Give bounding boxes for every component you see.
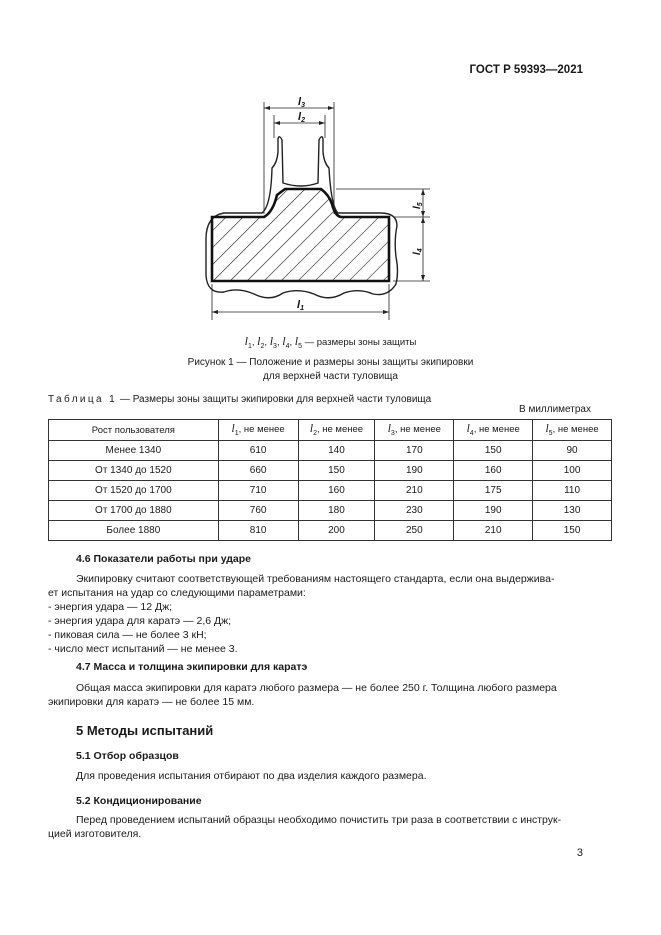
label-l5: $l_5$: [412, 202, 424, 209]
section-4-6-heading: 4.6 Показатели работы при ударе: [76, 553, 252, 565]
section-4-7-heading: 4.7 Масса и толщина экипировки для каратэ: [76, 661, 308, 673]
section-5-1-text: Для проведения испытания отбирают по два изделия каждого размера.: [76, 770, 427, 782]
label-l1: l1: [297, 299, 304, 312]
table-row: От 1700 до 1880 760 180 230 190 130: [49, 501, 612, 521]
header-height: Рост пользователя: [49, 420, 219, 441]
label-l4: $l_4$: [412, 248, 424, 255]
table-title: [48, 394, 431, 405]
section-4-7-line1: Общая масса экипировки для каратэ любого размера — не более 250 г. Толщина любого размера: [76, 682, 557, 694]
standard-number: ГОСТ Р 59393—2021: [469, 64, 583, 76]
page-number: 3: [576, 847, 583, 859]
table-title-label: Таблица 1: [48, 394, 118, 405]
protection-zone-figure: [198, 92, 438, 324]
section-5-2-heading: 5.2 Кондиционирование: [76, 795, 202, 807]
section-5-1-heading: 5.1 Отбор образцов: [76, 750, 179, 762]
section-5-2-line1: Перед проведением испытаний образцы необходимо почистить три раза в соответствии с инструк-: [76, 814, 562, 826]
section-4-6-intro-1: Экипировку считают соответствующей требованиям настоящего стандарта, если она выдерживa-: [76, 573, 555, 585]
section-4-7-line2: экипировки для каратэ — не более 15 мм.: [48, 696, 255, 708]
header-l3: $l_3$, не менее: [375, 420, 454, 441]
header-l4: $l_4$, не менее: [454, 420, 533, 441]
label-l3: l3: [298, 96, 305, 109]
table-row: Более 1880 810 200 250 210 150: [49, 521, 612, 541]
dimensions-table: [48, 419, 612, 541]
hatched-zone: [212, 189, 389, 281]
table-row: От 1520 до 1700 710 160 210 175 110: [49, 481, 612, 501]
list-item: - энергия удара — 12 Дж;: [48, 601, 173, 613]
header-l2: $l_2$, не менее: [298, 420, 375, 441]
list-item: - пиковая сила — не более 3 кН;: [48, 629, 207, 641]
header-l5: $l_5$, не менее: [533, 420, 612, 441]
section-5-2-line2: цией изготовителя.: [48, 828, 142, 840]
section-4-6-intro-2: ет испытания на удар со следующими параметрами:: [48, 587, 306, 599]
table-units: В миллиметрах: [519, 404, 591, 415]
figure-caption-line1: Рисунок 1 — Положение и размеры зоны защиты экипировки: [187, 357, 474, 368]
table-row: Менее 1340 610 140 170 150 90: [49, 441, 612, 461]
figure-legend: $l_1$, $l_2$, $l_3$, $l_4$, $l_5$ — размеры зоны защиты: [244, 334, 417, 350]
section-5-heading: 5 Методы испытаний: [76, 723, 214, 738]
table-title-text: — Размеры зоны защиты экипировки для верхней части туловища: [117, 394, 432, 405]
table-row: От 1340 до 1520 660 150 190 160 100: [49, 461, 612, 481]
list-item: - энергия удара для каратэ — 2,6 Дж;: [48, 615, 232, 627]
list-item: - число мест испытаний — не менее 3.: [48, 643, 238, 655]
figure-caption-line2: для верхней части туловища: [263, 371, 398, 382]
table-header-row: [49, 420, 612, 441]
label-l2: l2: [298, 111, 305, 124]
legend-text: — размеры зоны защиты: [302, 337, 417, 348]
header-l1: $l_1$, не менее: [218, 420, 298, 441]
